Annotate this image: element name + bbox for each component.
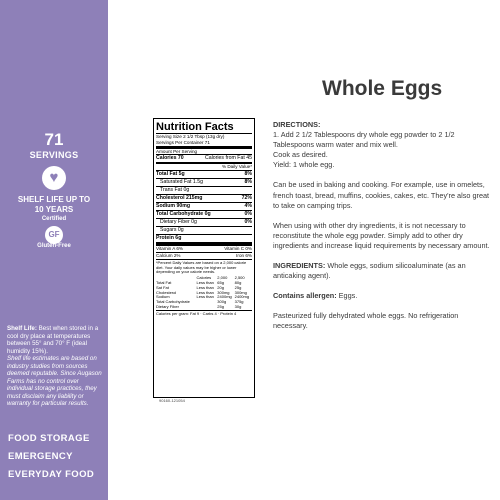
- nutrient-dv: 0%: [244, 211, 252, 218]
- serving-size: Serving Size 2 1/2 Tbsp (13g dry): [156, 134, 225, 139]
- nutrient-label: Saturated Fat 1.5g: [160, 179, 203, 186]
- table-cell: 25g: [234, 284, 242, 290]
- nutrient-label: Sodium 90mg: [156, 203, 191, 210]
- table-cell: 2,000: [217, 275, 228, 281]
- shelf-life-line1: SHELF LIFE UP TO: [17, 195, 91, 204]
- dry-ingredients-paragraph: When using with other dry ingredients, it is not necessary to reconstitute the whole egg powder. Simply add to other dry ingredients and increase liquid requirements by necessary amount.: [273, 220, 490, 250]
- certified-label: Certified: [41, 216, 67, 222]
- tag-food-storage: FOOD STORAGE: [8, 433, 90, 444]
- table-cell: 80g: [234, 279, 242, 285]
- dv-footnote: *Percent Daily Values are based on a 2,000 calorie diet. Your daily values may be higher or lower depending on your calorie needs.: [156, 259, 247, 275]
- table-cell: 300g: [217, 299, 227, 305]
- nutrition-title: Nutrition Facts: [156, 121, 252, 134]
- ingredients-paragraph: [273, 261, 495, 281]
- amount-per-serving-row: [156, 146, 252, 156]
- baking-paragraph: Can be used in baking and cooking. For example, use in omelets, french toast, bread, muffins, cookies, cakes, etc. They're also great to take on camping trips.: [273, 180, 490, 210]
- nutrient-label: Sugars 0g: [160, 227, 184, 234]
- allergen-paragraph: [273, 291, 495, 301]
- calcium: Calcium 2%: [156, 252, 181, 258]
- ingredients-label: INGREDIENTS:: [273, 261, 326, 271]
- shelf-life-note: [7, 325, 103, 355]
- gluten-free-badge: [0, 224, 108, 244]
- nutrition-facts-label: [153, 118, 255, 398]
- shelf-life-badge: [0, 195, 108, 215]
- table-cell: 20g: [217, 284, 224, 290]
- table-cell: Less than: [196, 289, 214, 295]
- table-cell: Cholesterol: [156, 289, 177, 295]
- vitamin-a: Vitamin A 6%: [156, 246, 183, 252]
- label-code: 90160-121054: [159, 398, 185, 403]
- nutrient-row: [156, 203, 252, 211]
- table-cell: 2400mg: [217, 294, 232, 300]
- shelf-life-note-label: Shelf Life:: [7, 325, 37, 332]
- nutrient-row: [156, 235, 252, 243]
- amount-per-serving: Amount Per Serving: [156, 148, 198, 154]
- table-cell: Sodium: [156, 294, 170, 300]
- table-cell: 375g: [234, 299, 244, 305]
- allergen-label: Contains allergen:: [273, 291, 337, 301]
- table-cell: Sat Fat: [156, 284, 169, 290]
- servings-label: SERVINGS: [29, 150, 79, 160]
- table-cell: 2400mg: [234, 294, 250, 300]
- gluten-free-label: Gluten-Free: [37, 243, 71, 249]
- nutrient-row: [156, 211, 252, 219]
- gluten-free-icon: GF: [45, 226, 63, 244]
- shelf-life-disclaimer: Shelf life estimates are based on industry studies from sources deemed reputable. Since Augason Farms has no control over individual storage practices, they must disclaim any liability or warranty for particular results.: [7, 355, 102, 407]
- calories-per-gram: Calories per gram: Fat 9 · Carbs 4 · Protein 4: [156, 310, 252, 316]
- table-cell: 30g: [234, 303, 242, 309]
- nutrient-row: [156, 227, 252, 235]
- product-title: Whole Eggs: [322, 77, 443, 100]
- calories-from-fat: Calories from Fat 45: [205, 155, 252, 162]
- allergen-text: Eggs.: [336, 291, 358, 301]
- directions-label: DIRECTIONS:: [273, 120, 321, 129]
- heart-badge: [0, 166, 108, 190]
- table-cell: Dietary Fiber: [156, 303, 179, 309]
- table-cell: Less than: [196, 294, 214, 300]
- shelf-life-line2: 10 YEARS: [34, 205, 74, 214]
- nutrient-dv: 8%: [244, 179, 252, 186]
- dv-reference-table: [156, 276, 252, 310]
- vitamin-c: Vitamin C 0%: [224, 246, 252, 252]
- table-cell: 300mg: [234, 289, 247, 295]
- vitamin-row: [156, 253, 252, 260]
- table-cell: Less than: [196, 284, 214, 290]
- table-cell: 65g: [217, 279, 224, 285]
- ingredients-text: Whole eggs, sodium silicoaluminate (as an anticaking agent).: [273, 261, 466, 281]
- nutrient-row: [156, 219, 252, 227]
- shelf-life-note-text: Best when stored in a cool dry place at temperatures between 55° and 70° F (ideal humidity 15%).: [7, 325, 99, 355]
- nutrient-row: [156, 187, 252, 195]
- calories-row: [156, 155, 252, 163]
- table-cell: 2,500: [234, 275, 245, 281]
- sidebar: [0, 0, 108, 500]
- nutrient-label: Total Carbohydrate 0g: [156, 211, 211, 218]
- nutrient-row: [156, 195, 252, 203]
- table-cell: Total Carbohydrate: [156, 299, 190, 305]
- vitamin-row: [156, 243, 252, 253]
- table-cell: Less than: [196, 279, 214, 285]
- table-cell: 300mg: [217, 289, 230, 295]
- table-cell: Calories: [196, 275, 212, 281]
- table-cell: Total Fat: [156, 279, 172, 285]
- nutrient-label: Cholesterol 215mg: [156, 195, 203, 202]
- directions-step: 1. Add 2 1/2 Tablespoons dry whole egg powder to 2 1/2 Tablespoons warm water and mix well.: [273, 130, 455, 150]
- nutrient-label: Dietary Fiber 0g: [160, 219, 197, 226]
- directions-step: Cook as desired.: [273, 150, 328, 160]
- table-cell: 25g: [217, 303, 224, 309]
- calories: Calories 70: [156, 155, 184, 162]
- nutrient-row: [156, 179, 252, 187]
- tag-everyday-food: EVERYDAY FOOD: [8, 469, 95, 480]
- nutrient-dv: 4%: [244, 203, 252, 210]
- nutrient-label: Protein 6g: [156, 235, 182, 242]
- heart-icon: ♥: [42, 166, 66, 190]
- dv-header: % Daily Value*: [221, 164, 252, 170]
- nutrient-dv: 8%: [244, 171, 252, 178]
- servings-number: 71: [44, 130, 64, 149]
- nutrient-dv: 72%: [241, 195, 252, 202]
- nutrient-row: [156, 171, 252, 179]
- nutrient-label: Trans Fat 0g: [160, 187, 190, 194]
- directions-step: Yield: 1 whole egg.: [273, 160, 335, 170]
- directions-block: [273, 120, 495, 170]
- tag-emergency: EMERGENCY: [8, 451, 73, 462]
- product-description: [273, 120, 495, 342]
- servings-per-container: Servings Per Container 71: [156, 139, 210, 145]
- nutrient-label: Total Fat 5g: [156, 171, 185, 178]
- nutrient-dv: 0%: [244, 219, 252, 226]
- dv-header-row: [156, 163, 252, 171]
- iron: Iron 6%: [236, 252, 252, 258]
- pasteurized-paragraph: Pasteurized fully dehydrated whole eggs. No refrigeration necessary.: [273, 311, 459, 331]
